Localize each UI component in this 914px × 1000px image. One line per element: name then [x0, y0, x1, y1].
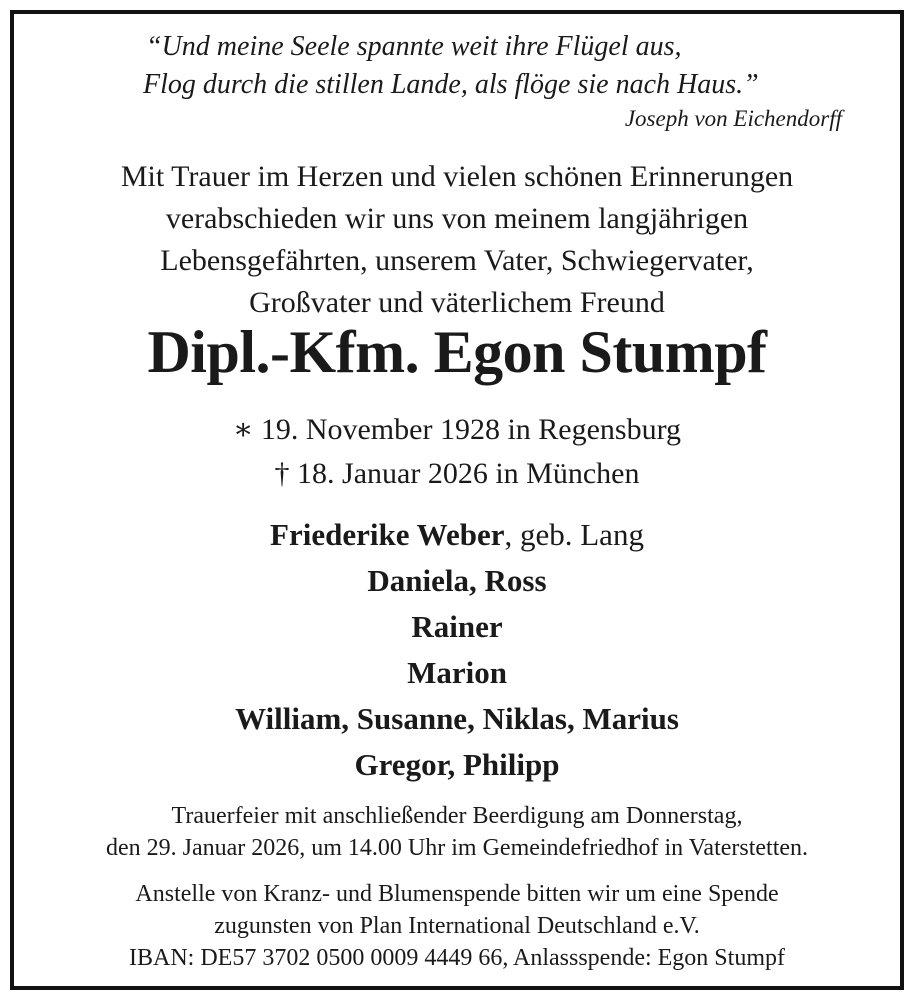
donation-line: zugunsten von Plan International Deutschland e.V. — [214, 913, 700, 939]
funeral-line: Trauerfeier mit anschließender Beerdigung am Donnerstag, — [171, 803, 743, 829]
death-date: † 18. Januar 2026 in München — [274, 457, 640, 490]
intro-line: Lebensgefährten, unserem Vater, Schwiegervater, — [160, 244, 754, 277]
intro-line: Mit Trauer im Herzen und vielen schönen Erinnerungen — [120, 160, 794, 193]
mourner-line: Gregor, Philipp — [354, 747, 560, 782]
funeral-line: den 29. Januar 2026, um 14.00 Uhr im Gemeindefriedhof in Vaterstetten. — [105, 835, 809, 861]
quote-line-2: Flog durch die stillen Lande, als flöge sie nach Haus.” — [143, 69, 759, 100]
deceased-name: Dipl.-Kfm. Egon Stumpf — [147, 319, 767, 385]
funeral-info — [14, 800, 900, 864]
intro-text — [14, 156, 900, 324]
spouse-name: Friederike Weber — [270, 517, 505, 552]
quote-author: Joseph von Eichendorff — [624, 106, 842, 131]
spouse-maiden-name: , geb. Lang — [504, 517, 644, 552]
mourner-line: Rainer — [411, 609, 503, 644]
mourner-line — [14, 512, 900, 558]
donation-line: Anstelle von Kranz- und Blumenspende bitten wir um eine Spende — [135, 881, 779, 907]
mourner-line: Marion — [407, 655, 507, 690]
birth-date: ∗ 19. November 1928 in Regensburg — [232, 413, 682, 446]
intro-line: Großvater und väterlichem Freund — [249, 286, 665, 319]
mourners-list — [14, 512, 900, 788]
mourner-line: William, Susanne, Niklas, Marius — [235, 701, 679, 736]
donation-info — [14, 878, 900, 974]
mourner-line: Daniela, Ross — [367, 563, 547, 598]
quote-line-1: “Und meine Seele spannte weit ihre Flügel aus, — [146, 31, 682, 62]
donation-iban: IBAN: DE57 3702 0500 0009 4449 66, Anlassspende: Egon Stumpf — [129, 945, 785, 971]
intro-line: verabschieden wir uns von meinem langjährigen — [165, 202, 749, 235]
life-dates — [14, 408, 900, 496]
